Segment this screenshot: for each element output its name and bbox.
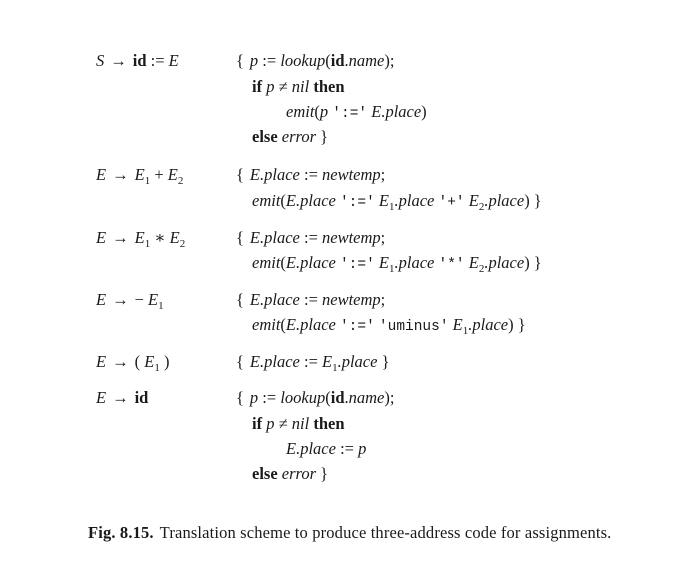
rule-3-action-line-1: { E.place := newtemp; — [236, 228, 386, 247]
rule-4-lhs: E — [96, 290, 107, 309]
arrow-icon: → — [112, 228, 129, 247]
rule-3-action-line-2: emit(E.place ':=' $E_1.place$ '*' $E_2.place$) } — [252, 253, 542, 275]
arrow-icon: → — [112, 388, 129, 407]
rule-1-production: S → id := E — [96, 51, 179, 70]
rule-3-production: $E \to E_1$ ∗ $E_2$ — [96, 228, 186, 250]
rule-5-production: E → ( $E_1$ ) — [96, 352, 170, 374]
rule-2-action-line-2: emit(E.place ':=' $E_1.place$ '+' $E_2.place$) } — [252, 191, 542, 213]
rule-2-lhs: E — [96, 165, 107, 184]
figure-label: Fig. 8.15. — [88, 523, 154, 542]
rule-1-action-line-4: else error } — [252, 127, 329, 146]
rule-1-lhs: S — [96, 51, 105, 70]
rule-6-production: E → id — [96, 388, 149, 407]
rule-6-action-line-3: E.place := p — [286, 439, 367, 458]
rule-6-lhs: E — [96, 388, 107, 407]
rule-6-action-line-2: if p ≠ nil then — [252, 414, 345, 433]
rule-1-action-line-2: if p ≠ nil then — [252, 77, 345, 96]
rule-3-lhs: E — [96, 228, 107, 247]
rule-2-production: $E \to E_1 + E_2$ — [96, 165, 184, 187]
rule-4-action-line-1: { E.place := newtemp; — [236, 290, 386, 309]
arrow-icon: → — [112, 165, 129, 184]
rule-5-action-line-1: { E.place := $E_1.place$ } — [236, 352, 390, 374]
rule-6-action-line-4: else error } — [252, 464, 329, 483]
rule-6-action-line-1: { p := lookup(id.name); — [236, 388, 395, 407]
arrow-icon: → — [112, 290, 129, 309]
figure-caption-text: Translation scheme to produce three-address code for assignments. — [159, 523, 612, 542]
rule-2-action-line-1: { E.place := newtemp; — [236, 165, 386, 184]
rule-5-lhs: E — [96, 352, 107, 371]
rule-4-action-line-2: emit(E.place ':=' 'uminus' $E_1.place$) } — [252, 315, 526, 337]
rule-4-production: E → − $E_1$ — [96, 290, 164, 312]
figure-caption — [88, 523, 611, 543]
arrow-icon: → — [112, 352, 129, 371]
rule-1-action-line-3: emit(p ':=' E.place) — [286, 102, 427, 122]
arrow-icon: → — [110, 51, 127, 70]
rule-1-action-line-1: { p := lookup(id.name); — [236, 51, 395, 70]
